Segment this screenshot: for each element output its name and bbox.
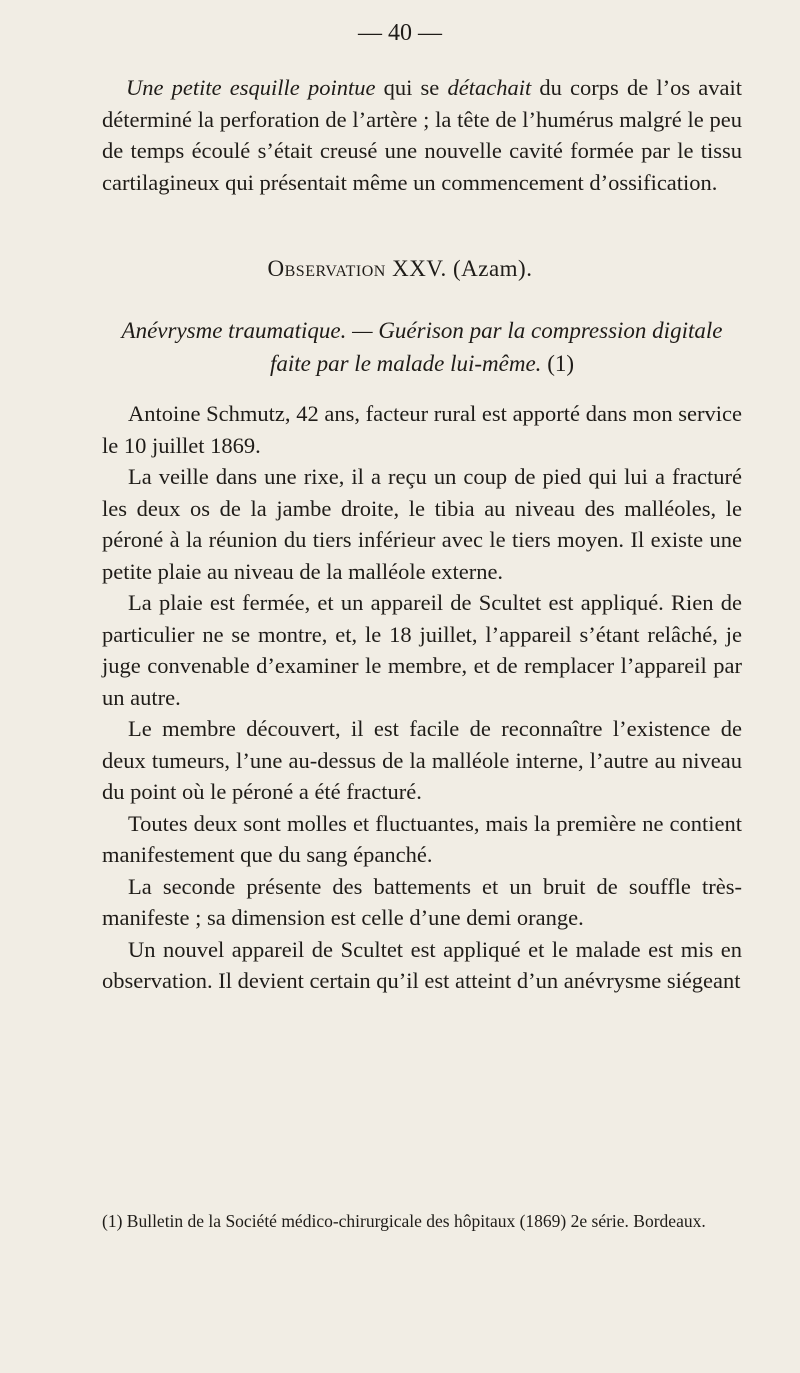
- paragraph-pulsation: La seconde présente des battements et un bruit de souffle très-manifeste ; sa dimension est celle d’une demi orange.: [102, 873, 742, 930]
- paragraph-tumours: Le membre découvert, il est facile de reconnaître l’existence de deux tumeurs, l’une au-dessus de la malléole interne, l’autre au niveau du point où le péroné a été fracturé.: [102, 716, 742, 804]
- page-number: — 40 —: [358, 20, 442, 46]
- observation-number: XXV.: [392, 256, 447, 281]
- opening-paragraph: [102, 72, 742, 198]
- observation-heading: [0, 256, 800, 282]
- opening-italic-word: détachait: [447, 75, 532, 100]
- observation-label: Observation: [267, 256, 386, 281]
- paragraph-admission: Antoine Schmutz, 42 ans, facteur rural est apporté dans mon service le 10 juillet 1869.: [102, 401, 742, 458]
- case-body: [102, 398, 742, 997]
- footnote: (1) Bulletin de la Société médico-chirurgicale des hôpitaux (1869) 2e série. Bordeaux.: [102, 1211, 706, 1231]
- opening-text-1: qui se: [375, 75, 448, 100]
- paragraph-fluctuant: Toutes deux sont molles et fluctuantes, mais la première ne contient manifestement que du sang épanché.: [102, 810, 742, 867]
- paragraph-new-dressing: Un nouvel appareil de Scultet est appliqué et le malade est mis en observation. Il devient certain qu’il est atteint d’un anévrysme siégeant: [102, 936, 742, 993]
- case-title-text: Anévrysme traumatique. — Guérison par la compression digitale faite par le malade lui-même.: [121, 318, 723, 376]
- observation-author: (Azam).: [452, 256, 533, 281]
- paragraph-injury: La veille dans une rixe, il a reçu un coup de pied qui lui a fracturé les deux os de la jambe droite, le tibia au niveau des malléoles, le péroné à la réunion du tiers inférieur avec le tiers moyen. Il existe une petite plaie au niveau de la malléole externe.: [102, 464, 742, 584]
- footnote-reference: (1): [547, 351, 575, 376]
- case-title: [102, 314, 742, 380]
- opening-italic-lead: Une petite esquille pointue: [126, 75, 376, 100]
- paragraph-dressing: La plaie est fermée, et un appareil de Scultet est appliqué. Rien de particulier ne se montre, et, le 18 juillet, l’appareil s’étant relâché, je juge convenable d’examiner le membre, et de remplacer l’appareil par un autre.: [102, 590, 742, 710]
- opening-text-2: du corps de l’os avait déterminé la perforation de l’artère ; la tête de l’humérus malgré le peu de temps écoulé s’était creusé une nouvelle cavité formée par le tissu cartilagineux qui présentait même un commencement d’ossification.: [102, 75, 743, 195]
